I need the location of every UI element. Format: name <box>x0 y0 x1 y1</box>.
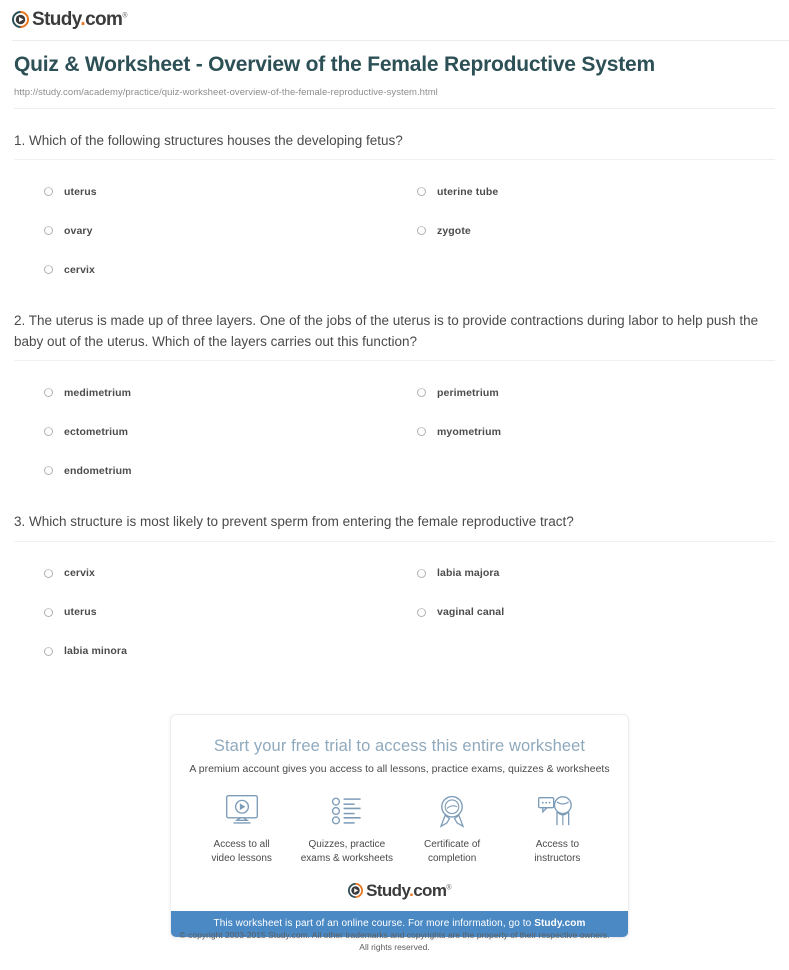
answer-label: ectometrium <box>64 425 129 438</box>
feature-caption-line2: video lessons <box>211 853 272 865</box>
instructor-chat-icon <box>505 791 610 831</box>
trademark-symbol: ® <box>446 884 451 892</box>
radio-button-icon[interactable] <box>417 388 426 397</box>
question-text: 3. Which structure is most likely to prevent sperm from entering the female reproductive tract? <box>14 514 574 530</box>
answer-label: medimetrium <box>64 386 132 399</box>
answer-option[interactable] <box>417 373 775 412</box>
answer-option-empty <box>417 451 775 490</box>
feature-instructors <box>505 791 610 866</box>
answer-option-empty <box>417 632 775 671</box>
feature-caption <box>505 838 610 866</box>
answer-option[interactable] <box>44 632 417 671</box>
title-block <box>0 36 789 98</box>
brand-name-dot: . <box>409 881 414 901</box>
answer-option[interactable] <box>44 211 417 250</box>
answer-label: uterine tube <box>437 185 499 198</box>
answer-option[interactable] <box>417 412 775 451</box>
brand-name-tld: com <box>413 881 447 901</box>
trademark-symbol: ® <box>122 12 127 20</box>
question-divider <box>14 541 775 542</box>
feature-caption-line1: Certificate of <box>424 839 481 850</box>
question-divider <box>14 360 775 361</box>
radio-button-icon[interactable] <box>417 608 426 617</box>
radio-button-icon[interactable] <box>44 466 53 475</box>
answer-options <box>14 554 775 671</box>
answer-label: uterus <box>64 185 97 198</box>
answer-options <box>14 373 775 490</box>
answer-option[interactable] <box>44 593 417 632</box>
feature-caption-line2: instructors <box>534 853 581 865</box>
online-course-banner-text: This worksheet is part of an online course. For more information, go to <box>213 918 535 930</box>
checklist-icon <box>294 791 399 831</box>
feature-caption <box>400 838 505 866</box>
brand-name-tld: com <box>85 9 123 30</box>
free-trial-promo-card[interactable] <box>170 714 629 938</box>
feature-caption-line1: Access to <box>535 839 580 850</box>
radio-button-icon[interactable] <box>44 647 53 656</box>
feature-caption-line2: exams & worksheets <box>300 853 393 865</box>
radio-button-icon[interactable] <box>44 226 53 235</box>
radio-button-icon[interactable] <box>44 265 53 274</box>
radio-button-icon[interactable] <box>44 388 53 397</box>
brand-name-dot: . <box>80 9 86 30</box>
answer-option[interactable] <box>44 250 417 289</box>
promo-features <box>171 791 628 866</box>
feature-caption-line2: completion <box>427 853 477 865</box>
answer-label: endometrium <box>64 464 132 477</box>
question-text: 2. The uterus is made up of three layers. One of the jobs of the uterus is to provide contractions during labor to help push the baby out of the uterus. Which of the layers carries out this function? <box>14 313 759 349</box>
radio-button-icon[interactable] <box>44 569 53 578</box>
question-block <box>14 512 775 671</box>
brand-logo[interactable] <box>12 10 127 29</box>
answer-label: ovary <box>64 224 93 237</box>
question-block <box>14 311 775 490</box>
page-title: Quiz & Worksheet - Overview of the Female Reproductive System <box>14 53 655 76</box>
source-url: http://study.com/academy/practice/quiz-worksheet-overview-of-the-female-reproductive-system.html <box>14 86 438 98</box>
promo-headline: Start your free trial to access this entire worksheet <box>213 737 586 755</box>
radio-button-icon[interactable] <box>44 187 53 196</box>
answer-option[interactable] <box>44 172 417 211</box>
answer-label: labia majora <box>437 567 500 580</box>
answer-option[interactable] <box>44 412 417 451</box>
answer-label: vaginal canal <box>437 606 505 619</box>
radio-button-icon[interactable] <box>417 569 426 578</box>
video-monitor-icon <box>189 791 294 831</box>
answer-option[interactable] <box>44 554 417 593</box>
title-divider <box>14 108 775 109</box>
answer-label: cervix <box>64 567 95 580</box>
feature-caption-line1: Access to all <box>213 839 270 850</box>
answer-options <box>14 172 775 289</box>
answer-label: myometrium <box>437 425 502 438</box>
feature-caption <box>189 838 294 866</box>
promo-brand-logo[interactable] <box>171 882 628 899</box>
radio-button-icon[interactable] <box>417 427 426 436</box>
answer-option[interactable] <box>417 554 775 593</box>
answer-option[interactable] <box>44 451 417 490</box>
feature-caption-line1: Quizzes, practice <box>308 839 386 850</box>
answer-option[interactable] <box>417 593 775 632</box>
promo-subheadline: A premium account gives you access to all lessons, practice exams, quizzes & worksheets <box>189 763 610 775</box>
page-footer <box>0 929 789 954</box>
award-ribbon-icon <box>400 791 505 831</box>
answer-label: zygote <box>437 224 471 237</box>
copyright-line-1: © copyright 2003-2015 Study.com. All other trademarks and copyrights are the property of their respective owners. <box>179 930 610 940</box>
brand-name-main: Study <box>32 9 81 30</box>
question-block <box>14 131 775 290</box>
radio-button-icon[interactable] <box>417 226 426 235</box>
feature-certificate <box>400 791 505 866</box>
answer-label: perimetrium <box>437 386 499 399</box>
answer-option[interactable] <box>44 373 417 412</box>
answer-label: labia minora <box>64 645 128 658</box>
page-header <box>0 0 789 36</box>
answer-option-empty <box>417 250 775 289</box>
play-circle-icon <box>12 11 29 28</box>
radio-button-icon[interactable] <box>417 187 426 196</box>
answer-label: cervix <box>64 263 95 276</box>
answer-option[interactable] <box>417 211 775 250</box>
question-text: 1. Which of the following structures houses the developing fetus? <box>14 132 403 148</box>
feature-quizzes-practice <box>294 791 399 866</box>
brand-name-main: Study <box>366 881 410 901</box>
play-circle-icon <box>348 883 363 898</box>
brand-wordmark <box>32 10 127 29</box>
answer-label: uterus <box>64 606 97 619</box>
feature-caption <box>294 838 399 866</box>
question-divider <box>14 159 775 160</box>
questions-list <box>0 131 789 671</box>
online-course-banner-link[interactable]: Study.com <box>534 918 586 930</box>
radio-button-icon[interactable] <box>44 608 53 617</box>
radio-button-icon[interactable] <box>44 427 53 436</box>
copyright-line-2: All rights reserved. <box>359 942 430 953</box>
feature-video-lessons <box>189 791 294 866</box>
promo-brand-wordmark <box>366 882 451 899</box>
answer-option[interactable] <box>417 172 775 211</box>
